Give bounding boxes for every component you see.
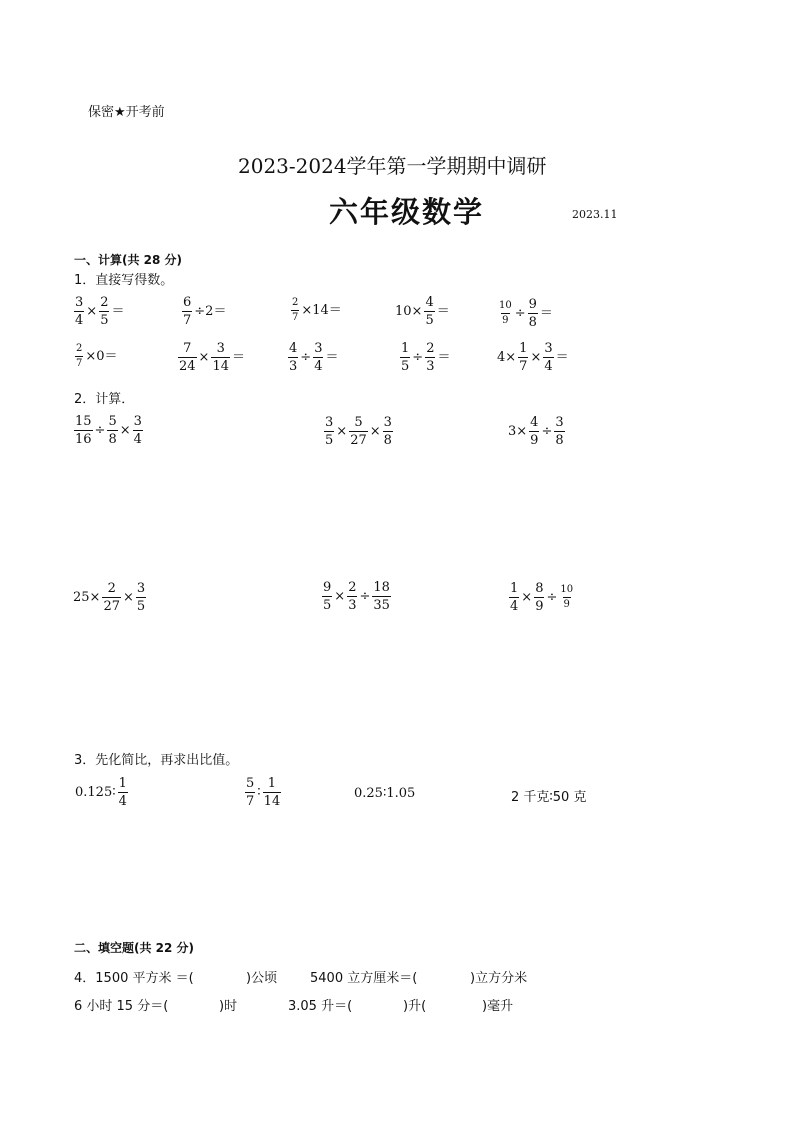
numerator: 6 xyxy=(183,295,192,310)
q3-ratio-2 xyxy=(244,777,282,808)
equals: ＝ xyxy=(325,350,339,365)
q4-line-2e: )毫升 xyxy=(482,999,514,1014)
denominator: 5 xyxy=(425,313,434,328)
denominator: 9 xyxy=(535,599,544,614)
numerator: 3 xyxy=(544,341,553,356)
denominator: 9 xyxy=(563,599,570,610)
denominator: 5 xyxy=(100,313,109,328)
ratio-separator: ∶ xyxy=(257,785,261,800)
numerator: 7 xyxy=(183,341,192,356)
denominator: 5 xyxy=(325,433,334,448)
q4-line-2d: )升( xyxy=(403,999,427,1014)
question-1-label: 1．直接写得数。 xyxy=(74,273,174,288)
denominator: 5 xyxy=(323,598,332,613)
confidential-note: 保密★开考前 xyxy=(88,105,165,120)
numerator: 2 xyxy=(100,295,109,310)
denominator: 7 xyxy=(183,313,192,328)
question-3-label: 3．先化简比，再求出比值。 xyxy=(74,753,239,768)
numerator: 2 xyxy=(76,343,83,354)
q3-ratio-1 xyxy=(74,777,129,808)
denominator: 4 xyxy=(75,313,84,328)
equals: ＝ xyxy=(232,350,246,365)
section-2-title: 二、填空题(共 22 分) xyxy=(74,941,195,955)
numerator: 1 xyxy=(401,341,410,356)
denominator: 7 xyxy=(292,312,299,323)
numerator: 2 xyxy=(348,580,357,595)
expression-tail: ×0＝ xyxy=(85,349,118,364)
q3-ratio-3: 0.25∶1.05 xyxy=(354,786,416,801)
operator: × xyxy=(334,589,346,604)
question-2-label: 2．计算． xyxy=(74,392,135,407)
numerator: 2 xyxy=(426,341,435,356)
denominator: 9 xyxy=(530,433,539,448)
q2-item-4 xyxy=(72,582,147,613)
exam-title: 2023-2024学年第一学期期中调研 xyxy=(238,154,547,178)
q2-item-1 xyxy=(73,415,144,446)
operator: × xyxy=(122,590,134,605)
numerator: 2 xyxy=(292,297,299,308)
q2-item-2 xyxy=(323,416,394,447)
denominator: 27 xyxy=(103,599,120,614)
numerator: 5 xyxy=(354,415,363,430)
numerator: 9 xyxy=(323,580,332,595)
numerator: 3 xyxy=(555,415,564,430)
denominator: 4 xyxy=(314,359,323,374)
numerator: 1 xyxy=(267,776,277,791)
operator: ÷ xyxy=(300,350,312,365)
q1-item-4 xyxy=(394,296,451,327)
equals: ＝ xyxy=(539,306,553,321)
numerator: 1 xyxy=(118,776,127,791)
denominator: 7 xyxy=(519,359,528,374)
numerator: 5 xyxy=(108,414,117,429)
q1-item-10 xyxy=(496,342,570,373)
denominator: 3 xyxy=(426,359,435,374)
numerator: 9 xyxy=(528,297,537,312)
operator: × xyxy=(521,590,533,605)
expression-head: 4× xyxy=(497,350,517,365)
equals: ＝ xyxy=(436,304,450,319)
denominator: 8 xyxy=(555,433,564,448)
q4-line-1c: 5400 立方厘米＝( xyxy=(310,971,418,986)
operator: × xyxy=(119,423,131,438)
denominator: 8 xyxy=(108,432,117,447)
denominator: 8 xyxy=(528,315,537,330)
denominator: 4 xyxy=(133,432,142,447)
denominator: 5 xyxy=(401,359,410,374)
numerator: 10 xyxy=(560,584,574,595)
denominator: 14 xyxy=(212,359,229,374)
q1-item-1 xyxy=(73,296,125,327)
operator: ÷ xyxy=(412,350,424,365)
numerator: 3 xyxy=(136,581,146,596)
denominator: 27 xyxy=(350,433,367,448)
denominator: 8 xyxy=(383,433,392,448)
q2-item-3 xyxy=(507,416,566,447)
denominator: 4 xyxy=(118,794,127,809)
q1-item-9 xyxy=(399,342,451,373)
expression-tail: ÷2＝ xyxy=(194,304,227,319)
operator: × xyxy=(336,424,348,439)
operator: ÷ xyxy=(514,306,526,321)
expression-head: 10× xyxy=(395,304,423,319)
operator: × xyxy=(530,350,542,365)
q2-item-6 xyxy=(508,582,575,613)
q2-item-5 xyxy=(321,581,392,612)
numerator: 4 xyxy=(425,295,434,310)
operator: × xyxy=(86,304,98,319)
numerator: 3 xyxy=(383,415,392,430)
equals: ＝ xyxy=(555,350,569,365)
numerator: 10 xyxy=(499,300,512,311)
q4-line-1a: 4．1500 平方米 ＝( xyxy=(74,971,194,986)
operator: × xyxy=(369,424,381,439)
numerator: 3 xyxy=(314,341,323,356)
numerator: 3 xyxy=(216,341,225,356)
equals: ＝ xyxy=(437,350,451,365)
q4-line-2a: 6 小时 15 分＝( xyxy=(74,999,169,1014)
numerator: 2 xyxy=(107,581,116,596)
denominator: 24 xyxy=(179,359,196,374)
numerator: 1 xyxy=(510,581,519,596)
denominator: 16 xyxy=(75,432,92,447)
operator: × xyxy=(198,350,210,365)
q4-line-2b: )时 xyxy=(219,999,238,1014)
q4-line-2c: 3.05 升＝( xyxy=(288,999,353,1014)
exam-date: 2023.11 xyxy=(572,208,618,221)
q4-line-1b: )公顷 xyxy=(246,971,278,986)
q1-item-5 xyxy=(497,298,554,329)
numerator: 18 xyxy=(373,580,390,595)
numerator: 3 xyxy=(75,295,84,310)
expression-tail: ×14＝ xyxy=(301,303,342,318)
numerator: 3 xyxy=(133,414,142,429)
numerator: 5 xyxy=(246,776,255,791)
denominator: 4 xyxy=(544,359,553,374)
denominator: 3 xyxy=(348,598,357,613)
denominator: 7 xyxy=(246,794,255,809)
numerator: 4 xyxy=(289,341,298,356)
denominator: 9 xyxy=(502,315,509,326)
equals: ＝ xyxy=(111,304,125,319)
section-1-title: 一、计算(共 28 分) xyxy=(74,253,183,267)
numerator: 4 xyxy=(530,415,539,430)
subject-title: 六年级数学 xyxy=(329,195,485,229)
numerator: 1 xyxy=(519,341,528,356)
denominator: 7 xyxy=(76,358,83,369)
q1-item-2 xyxy=(181,296,227,327)
denominator: 35 xyxy=(373,598,390,613)
q1-item-8 xyxy=(287,342,339,373)
denominator: 5 xyxy=(136,599,146,614)
numerator: 3 xyxy=(325,415,334,430)
numerator: 8 xyxy=(535,581,544,596)
operator: ÷ xyxy=(546,590,558,605)
expression-head: 3× xyxy=(508,424,528,439)
operator: ÷ xyxy=(94,423,106,438)
q1-item-6 xyxy=(74,344,119,369)
operator: ÷ xyxy=(541,424,553,439)
denominator: 14 xyxy=(263,794,281,809)
expression-head: 0.125∶ xyxy=(75,785,116,800)
expression-head: 25× xyxy=(73,590,101,605)
q4-line-1d: )立方分米 xyxy=(470,971,528,986)
operator: ÷ xyxy=(359,589,371,604)
denominator: 4 xyxy=(510,599,519,614)
q3-ratio-4: 2 千克∶50 克 xyxy=(511,790,587,805)
q1-item-3 xyxy=(290,298,343,323)
denominator: 3 xyxy=(289,359,298,374)
q1-item-7 xyxy=(177,342,246,373)
numerator: 15 xyxy=(75,414,92,429)
